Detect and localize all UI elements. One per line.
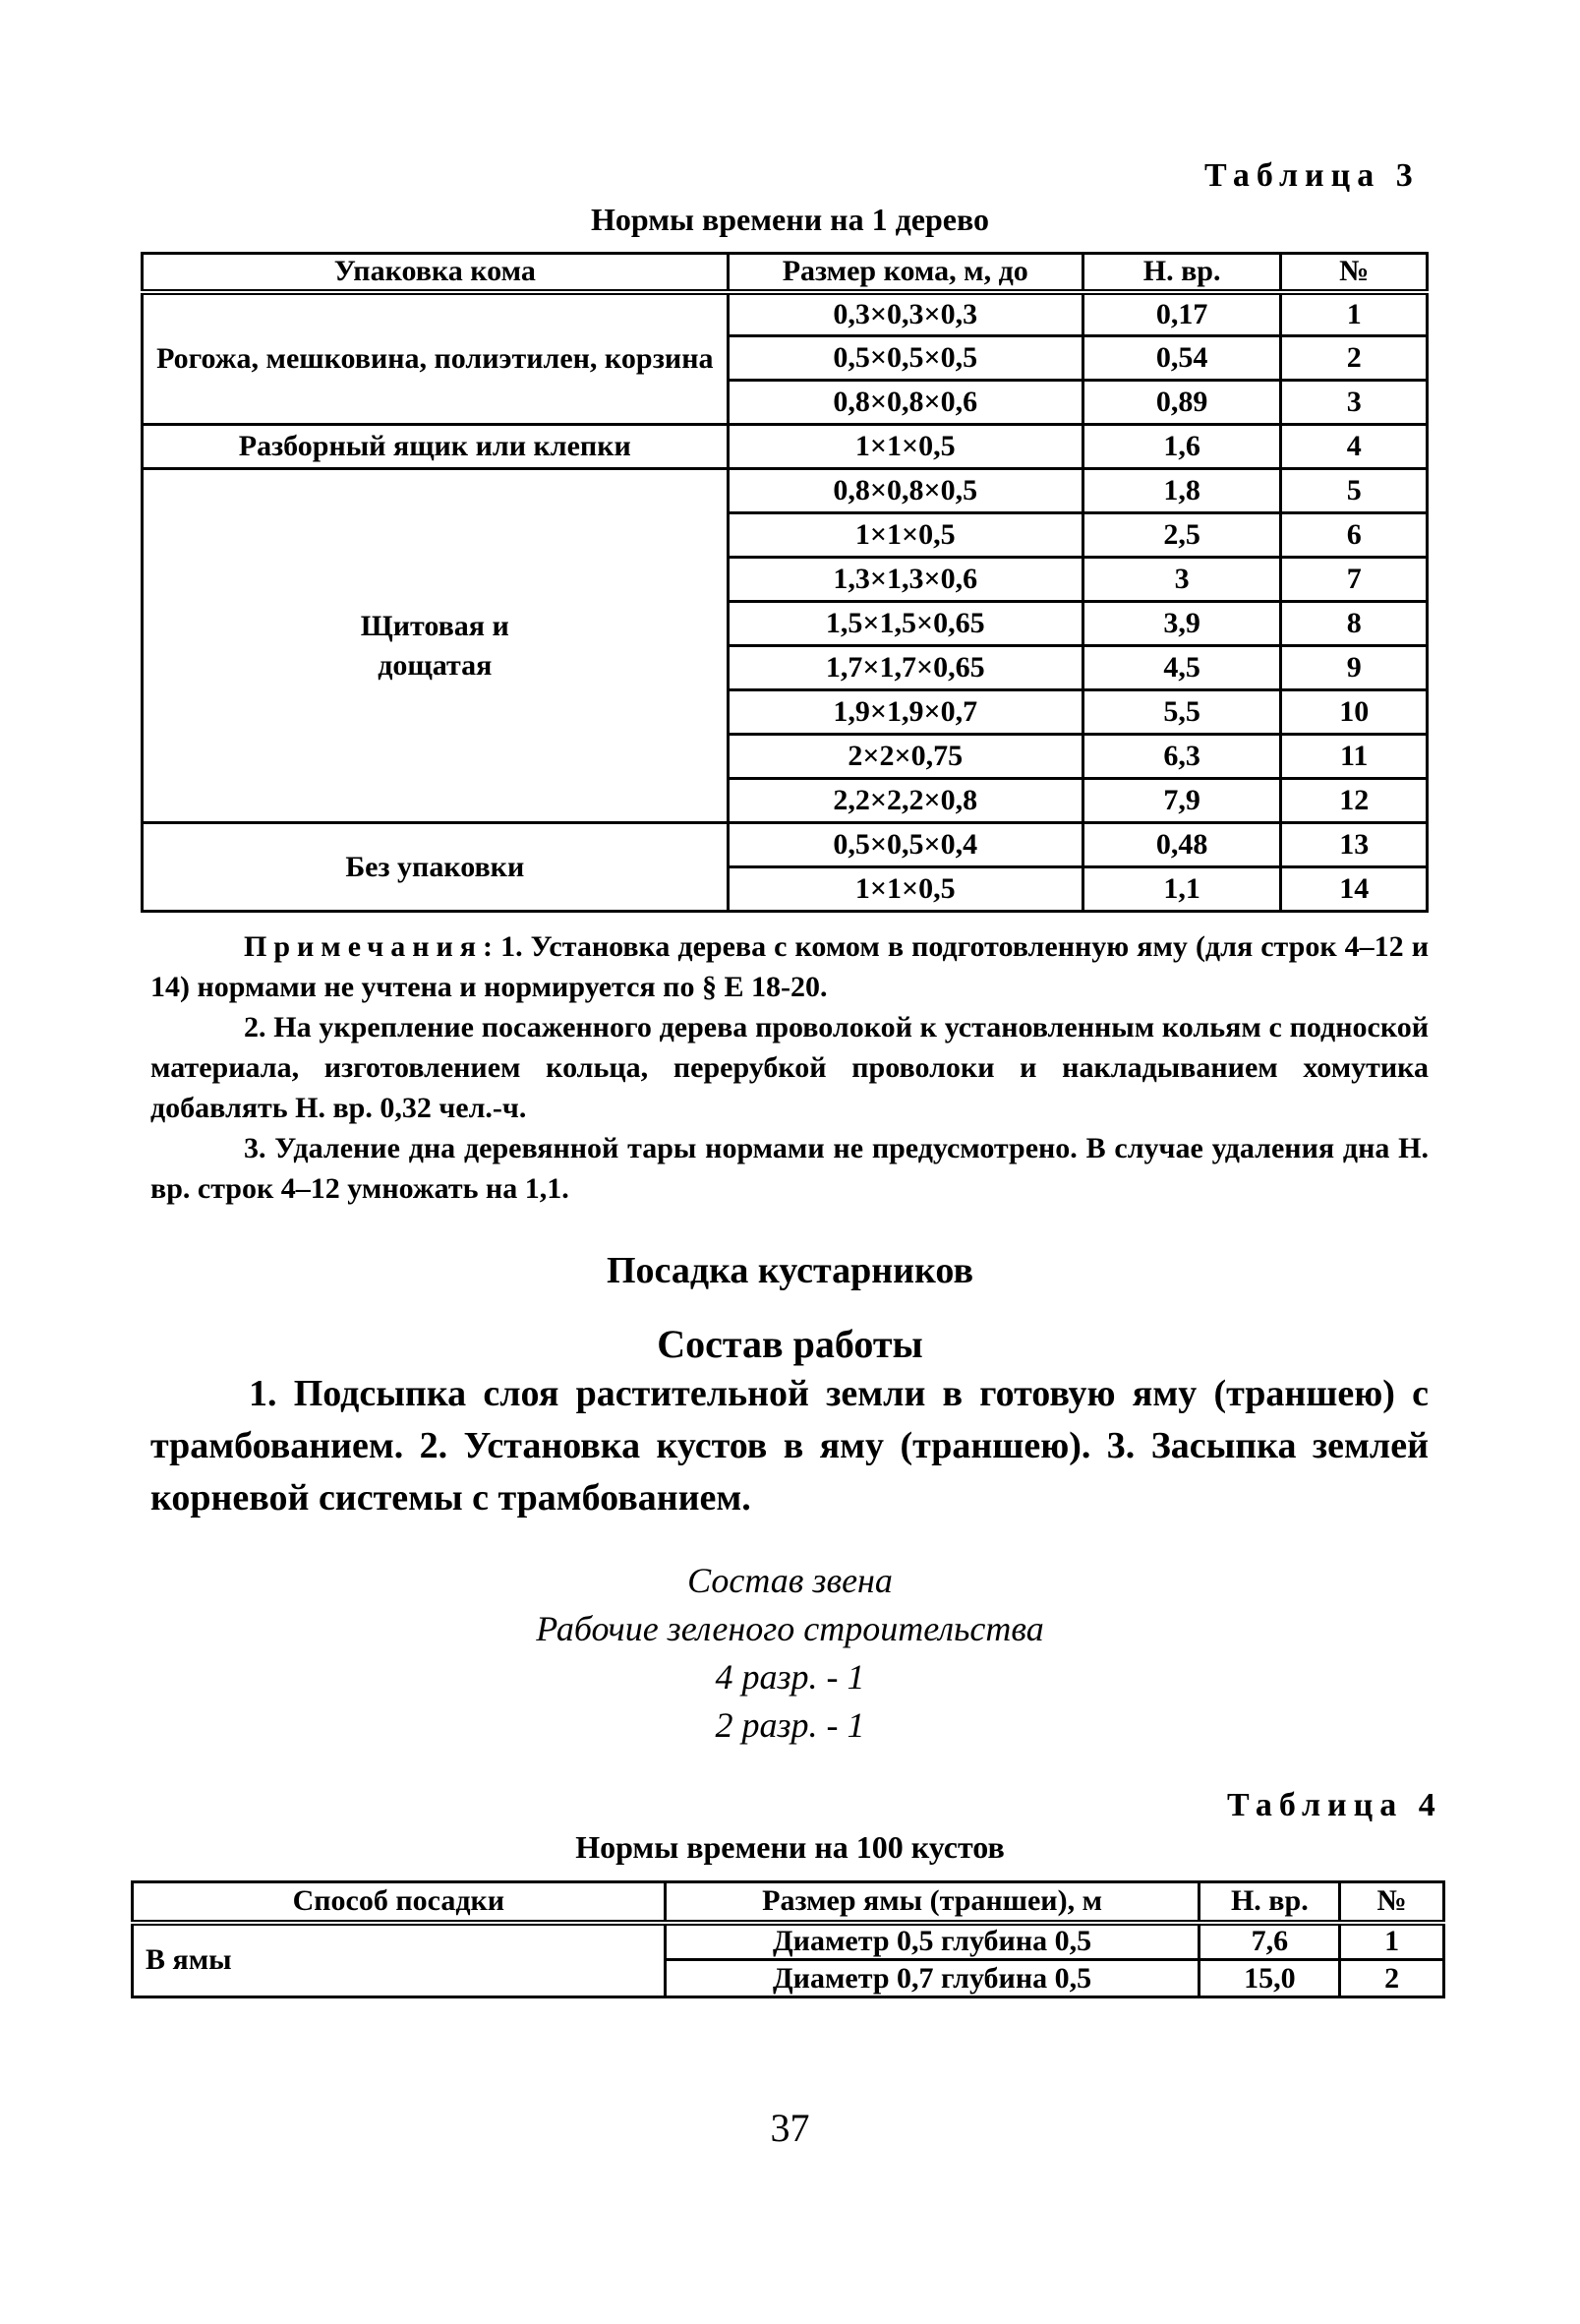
table-row <box>143 292 1428 336</box>
number-cell: 1 <box>1340 1923 1444 1960</box>
work-text: 1. Подсыпка слоя растительной земли в готовую яму (траншею) с трамбованием. 2. Установка кустов в яму (траншею). 3. Засыпка землей корневой системы с трамбованием. <box>150 1373 1429 1519</box>
note-1-text: : 1. Установка дерева с комом в подготовленную яму (для строк 4–12 и 14) нормами не учтена и нормируется по § Е 18-20. <box>150 930 1429 1003</box>
size-cell: 1×1×0,5 <box>728 425 1083 469</box>
packing-cell: Рогожа, мешковина, полиэтилен, корзина <box>143 292 729 425</box>
size-cell: 1,5×1,5×0,65 <box>728 602 1083 646</box>
table4-label: Таблица 4 <box>1227 1787 1442 1823</box>
norm-cell: 0,17 <box>1083 292 1280 336</box>
table3-header-size: Размер кома, м, до <box>728 254 1083 292</box>
norm-cell: 3,9 <box>1083 602 1280 646</box>
table3-header-norm: Н. вр. <box>1083 254 1280 292</box>
table4 <box>131 1880 1445 1998</box>
size-cell: 1,9×1,9×0,7 <box>728 690 1083 735</box>
size-cell: 0,3×0,3×0,3 <box>728 292 1083 336</box>
number-cell: 4 <box>1281 425 1428 469</box>
size-cell: Диаметр 0,7 глубина 0,5 <box>665 1960 1200 1997</box>
size-cell: 0,5×0,5×0,4 <box>728 823 1083 867</box>
number-cell: 10 <box>1281 690 1428 735</box>
norm-cell: 6,3 <box>1083 735 1280 779</box>
number-cell: 2 <box>1340 1960 1444 1997</box>
packing-cell <box>143 469 729 823</box>
table-row <box>143 469 1428 513</box>
table-row <box>143 823 1428 867</box>
norm-cell: 0,89 <box>1083 381 1280 425</box>
number-cell: 6 <box>1281 513 1428 558</box>
norm-cell: 4,5 <box>1083 646 1280 690</box>
packing-cell: Разборный ящик или клепки <box>143 425 729 469</box>
packing-cell-text: Щитовая и дощатая <box>360 609 509 682</box>
number-cell: 2 <box>1281 336 1428 381</box>
table3 <box>141 252 1429 913</box>
number-cell: 3 <box>1281 381 1428 425</box>
crew-block <box>0 1557 1580 1750</box>
norm-cell: 0,48 <box>1083 823 1280 867</box>
section-title: Посадка кустарников <box>606 1250 973 1291</box>
number-cell: 8 <box>1281 602 1428 646</box>
norm-cell: 1,6 <box>1083 425 1280 469</box>
table3-label: Таблица 3 <box>1204 157 1420 194</box>
notes <box>150 926 1429 1209</box>
crew-workers: Рабочие зеленого строительства <box>536 1609 1044 1648</box>
method-cell: В ямы <box>133 1923 666 1997</box>
size-cell: 0,8×0,8×0,5 <box>728 469 1083 513</box>
norm-cell: 1,1 <box>1083 867 1280 912</box>
norm-cell: 2,5 <box>1083 513 1280 558</box>
size-cell: 1×1×0,5 <box>728 513 1083 558</box>
table3-title: Нормы времени на 1 дерево <box>590 202 990 237</box>
size-cell: 0,8×0,8×0,6 <box>728 381 1083 425</box>
notes-prefix: Примечания <box>244 930 484 963</box>
note-2: 2. На укрепление посаженного дерева проволокой к установленным кольям с подноской материала, изготовлением кольца, перерубкой проволоки и накладыванием хомутика добавлять Н. вр. 0,32 чел.-ч. <box>150 1011 1429 1124</box>
note-1 <box>150 926 1429 1007</box>
norm-cell: 1,8 <box>1083 469 1280 513</box>
crew-grade-1: 4 разр. - 1 <box>715 1657 865 1697</box>
size-cell: 0,5×0,5×0,5 <box>728 336 1083 381</box>
size-cell: 2×2×0,75 <box>728 735 1083 779</box>
number-cell: 14 <box>1281 867 1428 912</box>
table4-title: Нормы времени на 100 кустов <box>575 1829 1005 1865</box>
table4-header-size: Размер ямы (траншеи), м <box>665 1882 1200 1923</box>
norm-cell: 0,54 <box>1083 336 1280 381</box>
size-cell: Диаметр 0,5 глубина 0,5 <box>665 1923 1200 1960</box>
norm-cell: 5,5 <box>1083 690 1280 735</box>
number-cell: 12 <box>1281 779 1428 823</box>
table-row <box>143 425 1428 469</box>
norm-cell: 3 <box>1083 558 1280 602</box>
number-cell: 1 <box>1281 292 1428 336</box>
table4-header-row <box>133 1882 1444 1923</box>
number-cell: 9 <box>1281 646 1428 690</box>
number-cell: 5 <box>1281 469 1428 513</box>
table4-header-norm: Н. вр. <box>1200 1882 1340 1923</box>
page-number: 37 <box>770 2106 810 2150</box>
table4-header-number: № <box>1340 1882 1444 1923</box>
number-cell: 13 <box>1281 823 1428 867</box>
number-cell: 11 <box>1281 735 1428 779</box>
work-title: Состав работы <box>657 1322 923 1366</box>
note-3: 3. Удаление дна деревянной тары нормами не предусмотрено. В случае удаления дна Н. вр. строк 4–12 умножать на 1,1. <box>150 1132 1429 1205</box>
norm-cell: 15,0 <box>1200 1960 1340 1997</box>
norm-cell: 7,9 <box>1083 779 1280 823</box>
crew-title: Состав звена <box>687 1561 893 1600</box>
size-cell: 2,2×2,2×0,8 <box>728 779 1083 823</box>
packing-cell: Без упаковки <box>143 823 729 912</box>
size-cell: 1,7×1,7×0,65 <box>728 646 1083 690</box>
table3-header-packing: Упаковка кома <box>143 254 729 292</box>
crew-grade-2: 2 разр. - 1 <box>715 1705 865 1745</box>
table3-header-number: № <box>1281 254 1428 292</box>
table-row <box>133 1923 1444 1960</box>
table4-header-method: Способ посадки <box>133 1882 666 1923</box>
table3-header-row <box>143 254 1428 292</box>
size-cell: 1×1×0,5 <box>728 867 1083 912</box>
norm-cell: 7,6 <box>1200 1923 1340 1960</box>
number-cell: 7 <box>1281 558 1428 602</box>
size-cell: 1,3×1,3×0,6 <box>728 558 1083 602</box>
